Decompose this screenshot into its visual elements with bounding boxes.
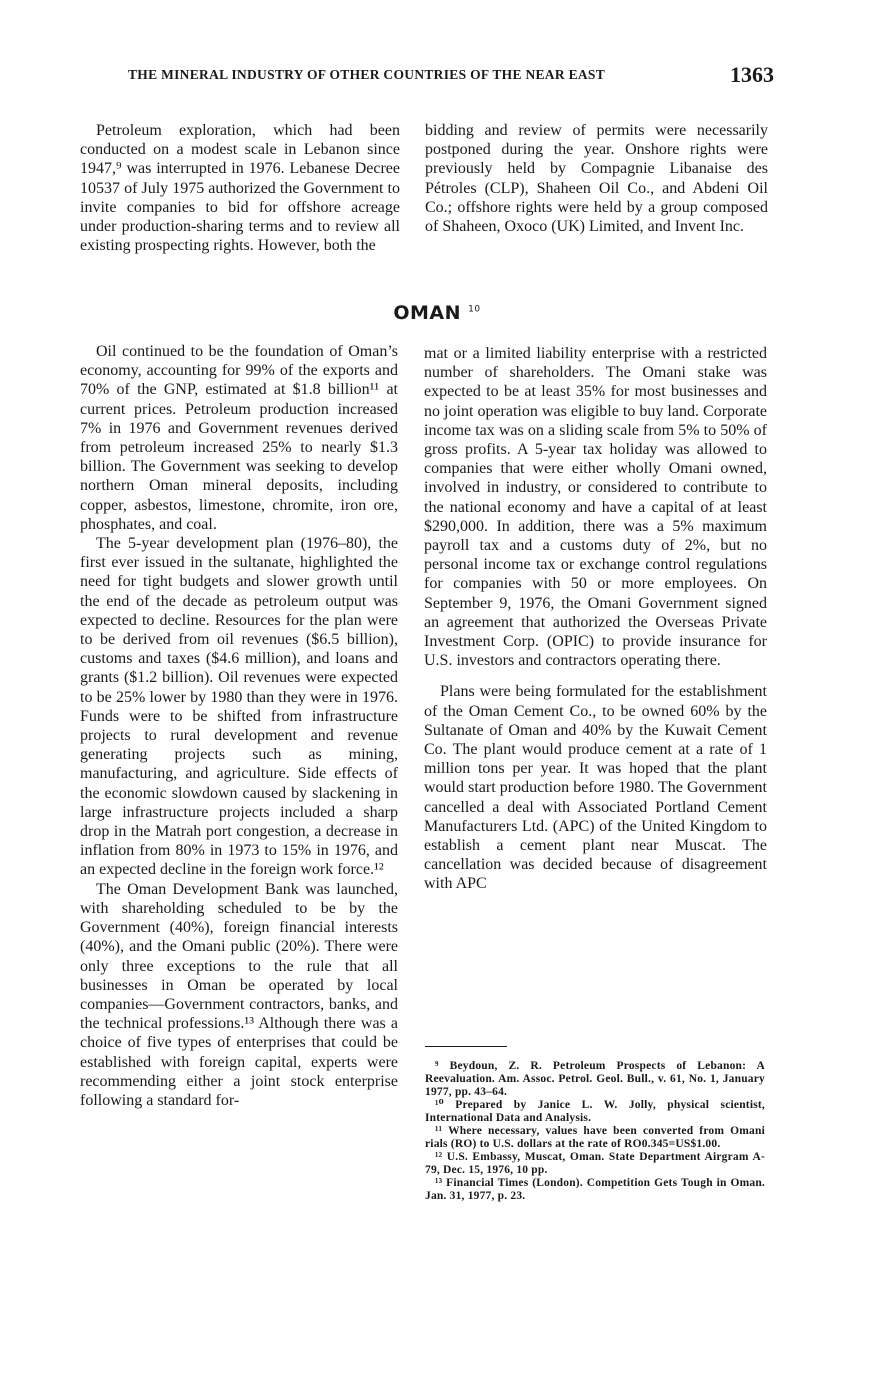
section-footnote-ref: 10 [468, 304, 481, 315]
oman-column-left [80, 342, 398, 1110]
lebanon-paragraph-left: Petroleum exploration, which had been conducted on a modest scale in Lebanon since 1947,⁹ was interrupted in 1976. Lebanese Decree 10537 of July 1975 authorized the Government to invite companies to bid for offshore acreage under production-sharing terms and to review all existing prospecting rights. However, both the [80, 122, 400, 255]
running-head-title: THE MINERAL INDUSTRY OF OTHER COUNTRIES OF THE NEAR EAST [128, 67, 606, 82]
footnotes [425, 1060, 765, 1203]
footnote: ¹² U.S. Embassy, Muscat, Oman. State Department Airgram A-79, Dec. 15, 1976, 10 pp. [425, 1151, 765, 1176]
oman-paragraph: The Oman Development Bank was launched, with shareholding scheduled to be by the Government (40%), foreign financial interests (40%), and the Omani public (20%). There were only three exceptions to the rule that all businesses in Oman be operated by local companies—Government contractors, banks, and the technical professions.¹³ Although there was a choice of five types of enterprises that could be established with foreign capital, experts were recommending either a joint stock enterprise following a standard for- [80, 880, 398, 1109]
footnote: ¹¹ Where necessary, values have been converted from Omani rials (RO) to U.S. dollars at the rate of RO0.345=US$1.00. [425, 1125, 765, 1150]
lebanon-column-left [80, 121, 400, 255]
footnote: ¹³ Financial Times (London). Competition Gets Tough in Oman. Jan. 31, 1977, p. 23. [425, 1177, 765, 1202]
footnote: ⁹ Beydoun, Z. R. Petroleum Prospects of Lebanon: A Reevaluation. Am. Assoc. Petrol. Geol. Bull., v. 61, No. 1, January 1977, pp. 43–64. [425, 1060, 765, 1098]
oman-paragraph: The 5-year development plan (1976–80), the first ever issued in the sultanate, highlighted the need for tight budgets and slower growth until the end of the decade as petroleum output was expected to decline. Resources for the plan were to be derived from oil revenues ($6.5 billion), customs and taxes ($4.6 million), and loans and grants ($1.2 billion). Oil revenues were expected to be 25% lower by 1980 than they were in 1976. Funds were to be shifted from infrastructure projects to rural development and revenue generating projects such as mining, manufacturing, and agriculture. Side effects of the economic slowdown caused by slackening in large infrastructure projects included a sharp drop in the Matrah port congestion, a decrease in inflation from 80% in 1973 to 15% in 1976, and an expected decline in the foreign work force.¹² [80, 535, 398, 879]
page-number: 1363 [730, 62, 774, 87]
lebanon-paragraph-right: bidding and review of permits were necessarily postponed during the year. Onshore rights were previously held by Compagnie Libanaise des Pétroles (CLP), Shaheen Oil Co., and Abdeni Oil Co.; offshore rights were held by a group composed of Shaheen, Oxoco (UK) Limited, and Invent Inc. [425, 122, 768, 236]
lebanon-column-right [425, 121, 768, 236]
footnote-divider [425, 1046, 507, 1047]
oman-column-right [424, 344, 767, 894]
oman-paragraph: Oil continued to be the foundation of Oman’s economy, accounting for 99% of the exports and 70% of the GNP, estimated at $1.8 billion¹¹ at current prices. Petroleum production increased 7% in 1976 and Government revenues derived from petroleum increased 25% to nearly $1.3 billion. The Government was seeking to develop northern Oman mineral deposits, including copper, asbestos, limestone, chromite, iron ore, phosphates, and coal. [80, 343, 398, 533]
oman-paragraph: Plans were being formulated for the establishment of the Oman Cement Co., to be owned 60% by the Sultanate of Oman and 40% by the Kuwait Cement Co. The plant would produce cement at a rate of 1 million tons per year. It was hoped that the plant would start production before 1980. The Government cancelled a deal with Associated Portland Cement Manufacturers Ltd. (APC) of the United Kingdom to establish a cement plant near Muscat. The cancellation was decided because of disagreement with APC [424, 683, 767, 893]
section-title: OMAN [393, 302, 462, 324]
section-heading-oman [0, 302, 874, 324]
footnote: ¹⁰ Prepared by Janice L. W. Jolly, physical scientist, International Data and Analysis. [425, 1099, 765, 1124]
running-header [80, 64, 774, 92]
oman-paragraph: mat or a limited liability enterprise with a restricted number of shareholders. The Omani stake was expected to be at least 35% for most businesses and no joint operation was eligible to buy land. Corporate income tax was on a sliding scale from 5% to 50% of gross profits. A 5-year tax holiday was allowed to companies that were either wholly Omani owned, involved in industry, or considered to contribute to the national economy and have a capital of at least $290,000. In addition, there was a 5% maximum payroll tax and a customs duty of 2%, but no personal income tax or exchange control regulations for companies with 50 or more employees. On September 9, 1976, the Omani Government signed an agreement that authorized the Overseas Private Investment Corp. (OPIC) to provide insurance for U.S. investors and contractors operating there. [424, 345, 767, 670]
